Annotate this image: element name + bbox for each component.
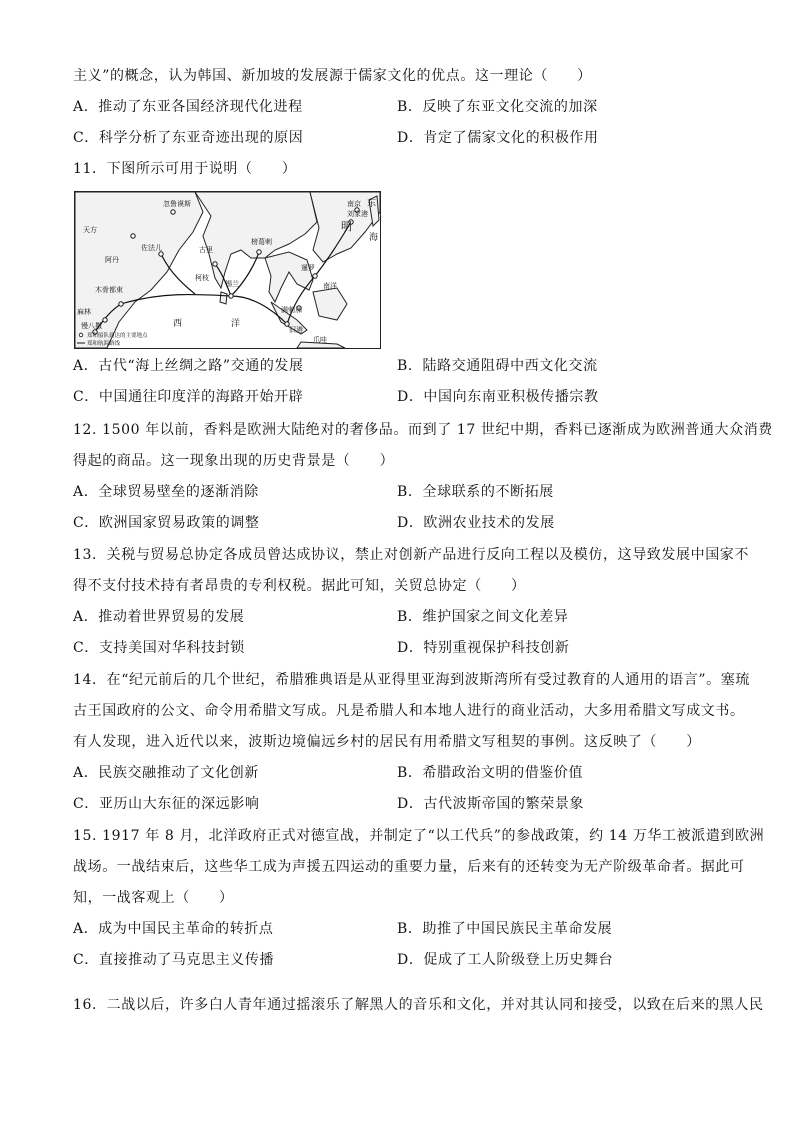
q15-option-b: B．助推了中国民族民主革命发展: [397, 921, 613, 937]
map-label-mombasa: 慢八撒: [81, 322, 102, 330]
map-label-nanyang: 南洋: [323, 282, 337, 290]
map-label-nanjing: 南京: [347, 200, 361, 208]
q10-stem-tail: 主义”的概念，认为韩国、新加坡的发展源于儒家文化的优点。这一理论（ ）: [73, 68, 592, 84]
map-label-ceylon: 锡兰: [225, 280, 239, 288]
map-label-yang: 洋: [231, 319, 241, 329]
q14-stem-line1: 14．在“纪元前后的几个世纪，希腊雅典语是从亚得里亚海到波斯湾所有受过教育的人通用的语言”。塞琉: [73, 672, 750, 688]
map-label-xi: 西: [173, 319, 183, 329]
map-label-aden: 阿丹: [105, 256, 119, 264]
borneo-landmass: [313, 288, 347, 320]
q11-option-a: A．古代“海上丝绸之路”交通的发展: [73, 358, 304, 374]
q12-option-d: D．欧洲农业技术的发展: [397, 515, 555, 531]
map-label-liujiagang: 刘家港: [347, 210, 368, 218]
q13-option-c: C．支持美国对华科技封锁: [73, 640, 245, 656]
map-label-dong: 东: [367, 199, 377, 209]
q12-option-a: A．全球贸易壁垒的逐渐消除: [73, 484, 259, 500]
map-label-mecca: 天方: [83, 226, 97, 234]
map-label-malacca: 满剌加: [281, 306, 302, 314]
map-label-hormuz: 忽鲁谟斯: [163, 200, 191, 208]
q15-option-d: D．促成了工人阶级登上历史舞台: [397, 952, 614, 968]
map-label-java: 爪哇: [313, 336, 327, 344]
map-label-palembang: 旧港: [289, 326, 303, 334]
q14-option-c: C．亚历山大东征的深远影响: [73, 796, 260, 812]
indochina-landmass: [265, 252, 313, 302]
q14-option-d: D．古代波斯帝国的繁荣景象: [397, 796, 585, 812]
zheng-he-voyage-map: [74, 191, 381, 349]
q14-stem-line2: 古王国政府的公文、命令用希腊文写成。凡是希腊人和本地人进行的商业活动，大多用希腊文写成文书。: [73, 703, 745, 719]
q14-stem-line3: 有人发现，进入近代以来，波斯边境偏远乡村的居民有用希腊文写租契的事例。这反映了（ ）: [73, 734, 701, 750]
q11-option-c: C．中国通往印度洋的海路开始开辟: [73, 389, 304, 405]
ceylon-landmass: [220, 292, 227, 304]
q15-option-c: C．直接推动了马克思主义传播: [73, 952, 275, 968]
legend-route-label: 郑和航海路线: [87, 341, 121, 347]
voyage-route-bengal: [231, 252, 259, 296]
map-label-dhofar: 佐法儿: [141, 244, 162, 252]
q12-stem-line2: 得起的商品。这一现象出现的历史背景是（ ）: [73, 453, 395, 469]
q16-stem-line1: 16．二战以后，许多白人青年通过摇滚乐了解黑人的音乐和文化，并对其认同和接受，以致在后来的黑人民: [73, 997, 764, 1013]
q13-stem-line2: 得不支付技术持有者昂贵的专利权税。据此可知，关贸总协定（ ）: [73, 578, 526, 594]
q12-option-c: C．欧洲国家贸易政策的调整: [73, 515, 260, 531]
q15-option-a: A．成为中国民主革命的转折点: [73, 921, 274, 937]
q11-stem: 11．下图所示可用于说明（ ）: [73, 161, 297, 177]
map-label-calicut: 古里: [199, 246, 213, 254]
q14-option-a: A．民族交融推动了文化创新: [73, 765, 259, 781]
q10-option-d: D．肯定了儒家文化的积极作用: [397, 130, 599, 146]
q13-option-a: A．推动着世界贸易的发展: [73, 609, 245, 625]
q11-option-b: B．陆路交通阻碍中西文化交流: [397, 358, 598, 374]
q13-option-b: B．维护国家之间文化差异: [397, 609, 569, 625]
q14-option-b: B．希腊政治文明的借鉴价值: [397, 765, 584, 781]
q10-option-b: B．反映了东亚文化交流的加深: [397, 99, 598, 115]
legend-points-label: 郑和船队到达的主要地点: [87, 333, 148, 339]
q15-stem-line2: 战场。一战结束后，这些华工成为声援五四运动的重要力量，后来有的还转变为无产阶级革命者。据此可: [73, 859, 745, 875]
q15-stem-line1: 15. 1917 年 8 月，北洋政府正式对德宣战，并制定了“以工代兵”的参战政策，约 14 万华工被派遣到欧洲: [73, 828, 765, 844]
q12-stem-line1: 12. 1500 年以前，香料是欧洲大陆绝对的奢侈品。而到了 17 世纪中期，香料已逐渐成为欧洲普通大众消费: [73, 422, 773, 438]
map-svg: [75, 192, 380, 348]
q13-option-d: D．特别重视保护科技创新: [397, 640, 570, 656]
map-label-bengal: 榜葛剌: [251, 238, 272, 246]
map-label-malindi: 麻林: [77, 308, 91, 316]
q10-option-a: A．推动了东亚各国经济现代化进程: [73, 99, 303, 115]
q10-option-c: C．科学分析了东亚奇迹出现的原因: [73, 130, 304, 146]
map-label-siam: 暹罗: [301, 264, 315, 272]
map-label-ming: 明: [341, 220, 352, 233]
q12-option-b: B．全球联系的不断拓展: [397, 484, 554, 500]
map-label-hai: 海: [369, 233, 379, 243]
q11-option-d: D．中国向东南亚积极传播宗教: [397, 389, 599, 405]
q13-stem-line1: 13．关税与贸易总协定各成员曾达成协议，禁止对创新产品进行反向工程以及模仿，这导致发展中国家不: [73, 547, 750, 563]
map-label-mogadishu: 木骨都束: [95, 286, 123, 294]
map-label-cochin: 柯枝: [195, 274, 209, 282]
q15-stem-line3: 知，一战客观上（ ）: [73, 890, 234, 906]
